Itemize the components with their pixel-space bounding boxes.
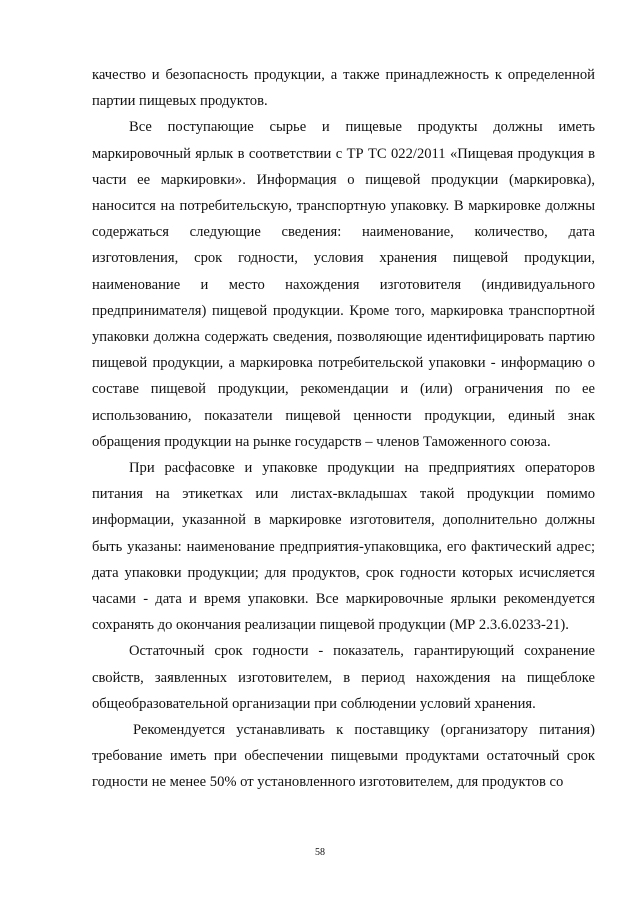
page-number: 58 xyxy=(315,847,325,858)
paragraph-residual-shelf-life: Остаточный срок годности - показатель, гарантирующий сохранение свойств, заявленных изготовителем, в период нахождения на пищеблоке общеобразовательной организации при соблюдении условий хранения. xyxy=(92,643,595,712)
body-text xyxy=(92,62,595,796)
paragraph-packaging-info: При расфасовке и упаковке продукции на предприятиях операторов питания на этикетках или листах-вкладышах такой продукции помимо информации, указанной в маркировке изготовителя, дополнительно должны быть указаны: наименование предприятия-упаковщика, его фактический адрес; дата упаковки продукции; для продуктов, срок годности которых исчисляется часами - дата и время упаковки. Все маркировочные ярлыки рекомендуется сохранять до окончания реализации пищевой продукции (МР 2.3.6.0233-21). xyxy=(92,460,595,634)
paragraph-supplier-recommendation: Рекомендуется устанавливать к поставщику (организатору питания) требование иметь при обеспечении пищевыми продуктами остаточный срок годности не менее 50% от установленного изготовителем, для продуктов со xyxy=(92,722,595,791)
paragraph-continuation: качество и безопасность продукции, а также принадлежность к определенной партии пищевых продуктов. xyxy=(92,67,595,110)
paragraph-labeling-requirements: Все поступающие сырье и пищевые продукты должны иметь маркировочный ярлык в соответствии с ТР ТС 022/2011 «Пищевая продукция в части ее маркировки». Информация о пищевой продукции (маркировка), наносится на потребительскую, транспортную упаковку. В маркировке должны содержаться следующие сведения: наименование, количество, дата изготовления, срок годности, условия хранения пищевой продукции, наименование и место нахождения изготовителя (индивидуального предпринимателя) пищевой продукции. Кроме того, маркировка транспортной упаковки должна содержать сведения, позволяющие идентифицировать партию пищевой продукции, а маркировка потребительской упаковки - информацию о составе пищевой продукции, рекомендации и (или) ограничения по ее использованию, показатели пищевой ценности продукции, единый знак обращения продукции на рынке государств – членов Таможенного союза. xyxy=(92,119,595,450)
